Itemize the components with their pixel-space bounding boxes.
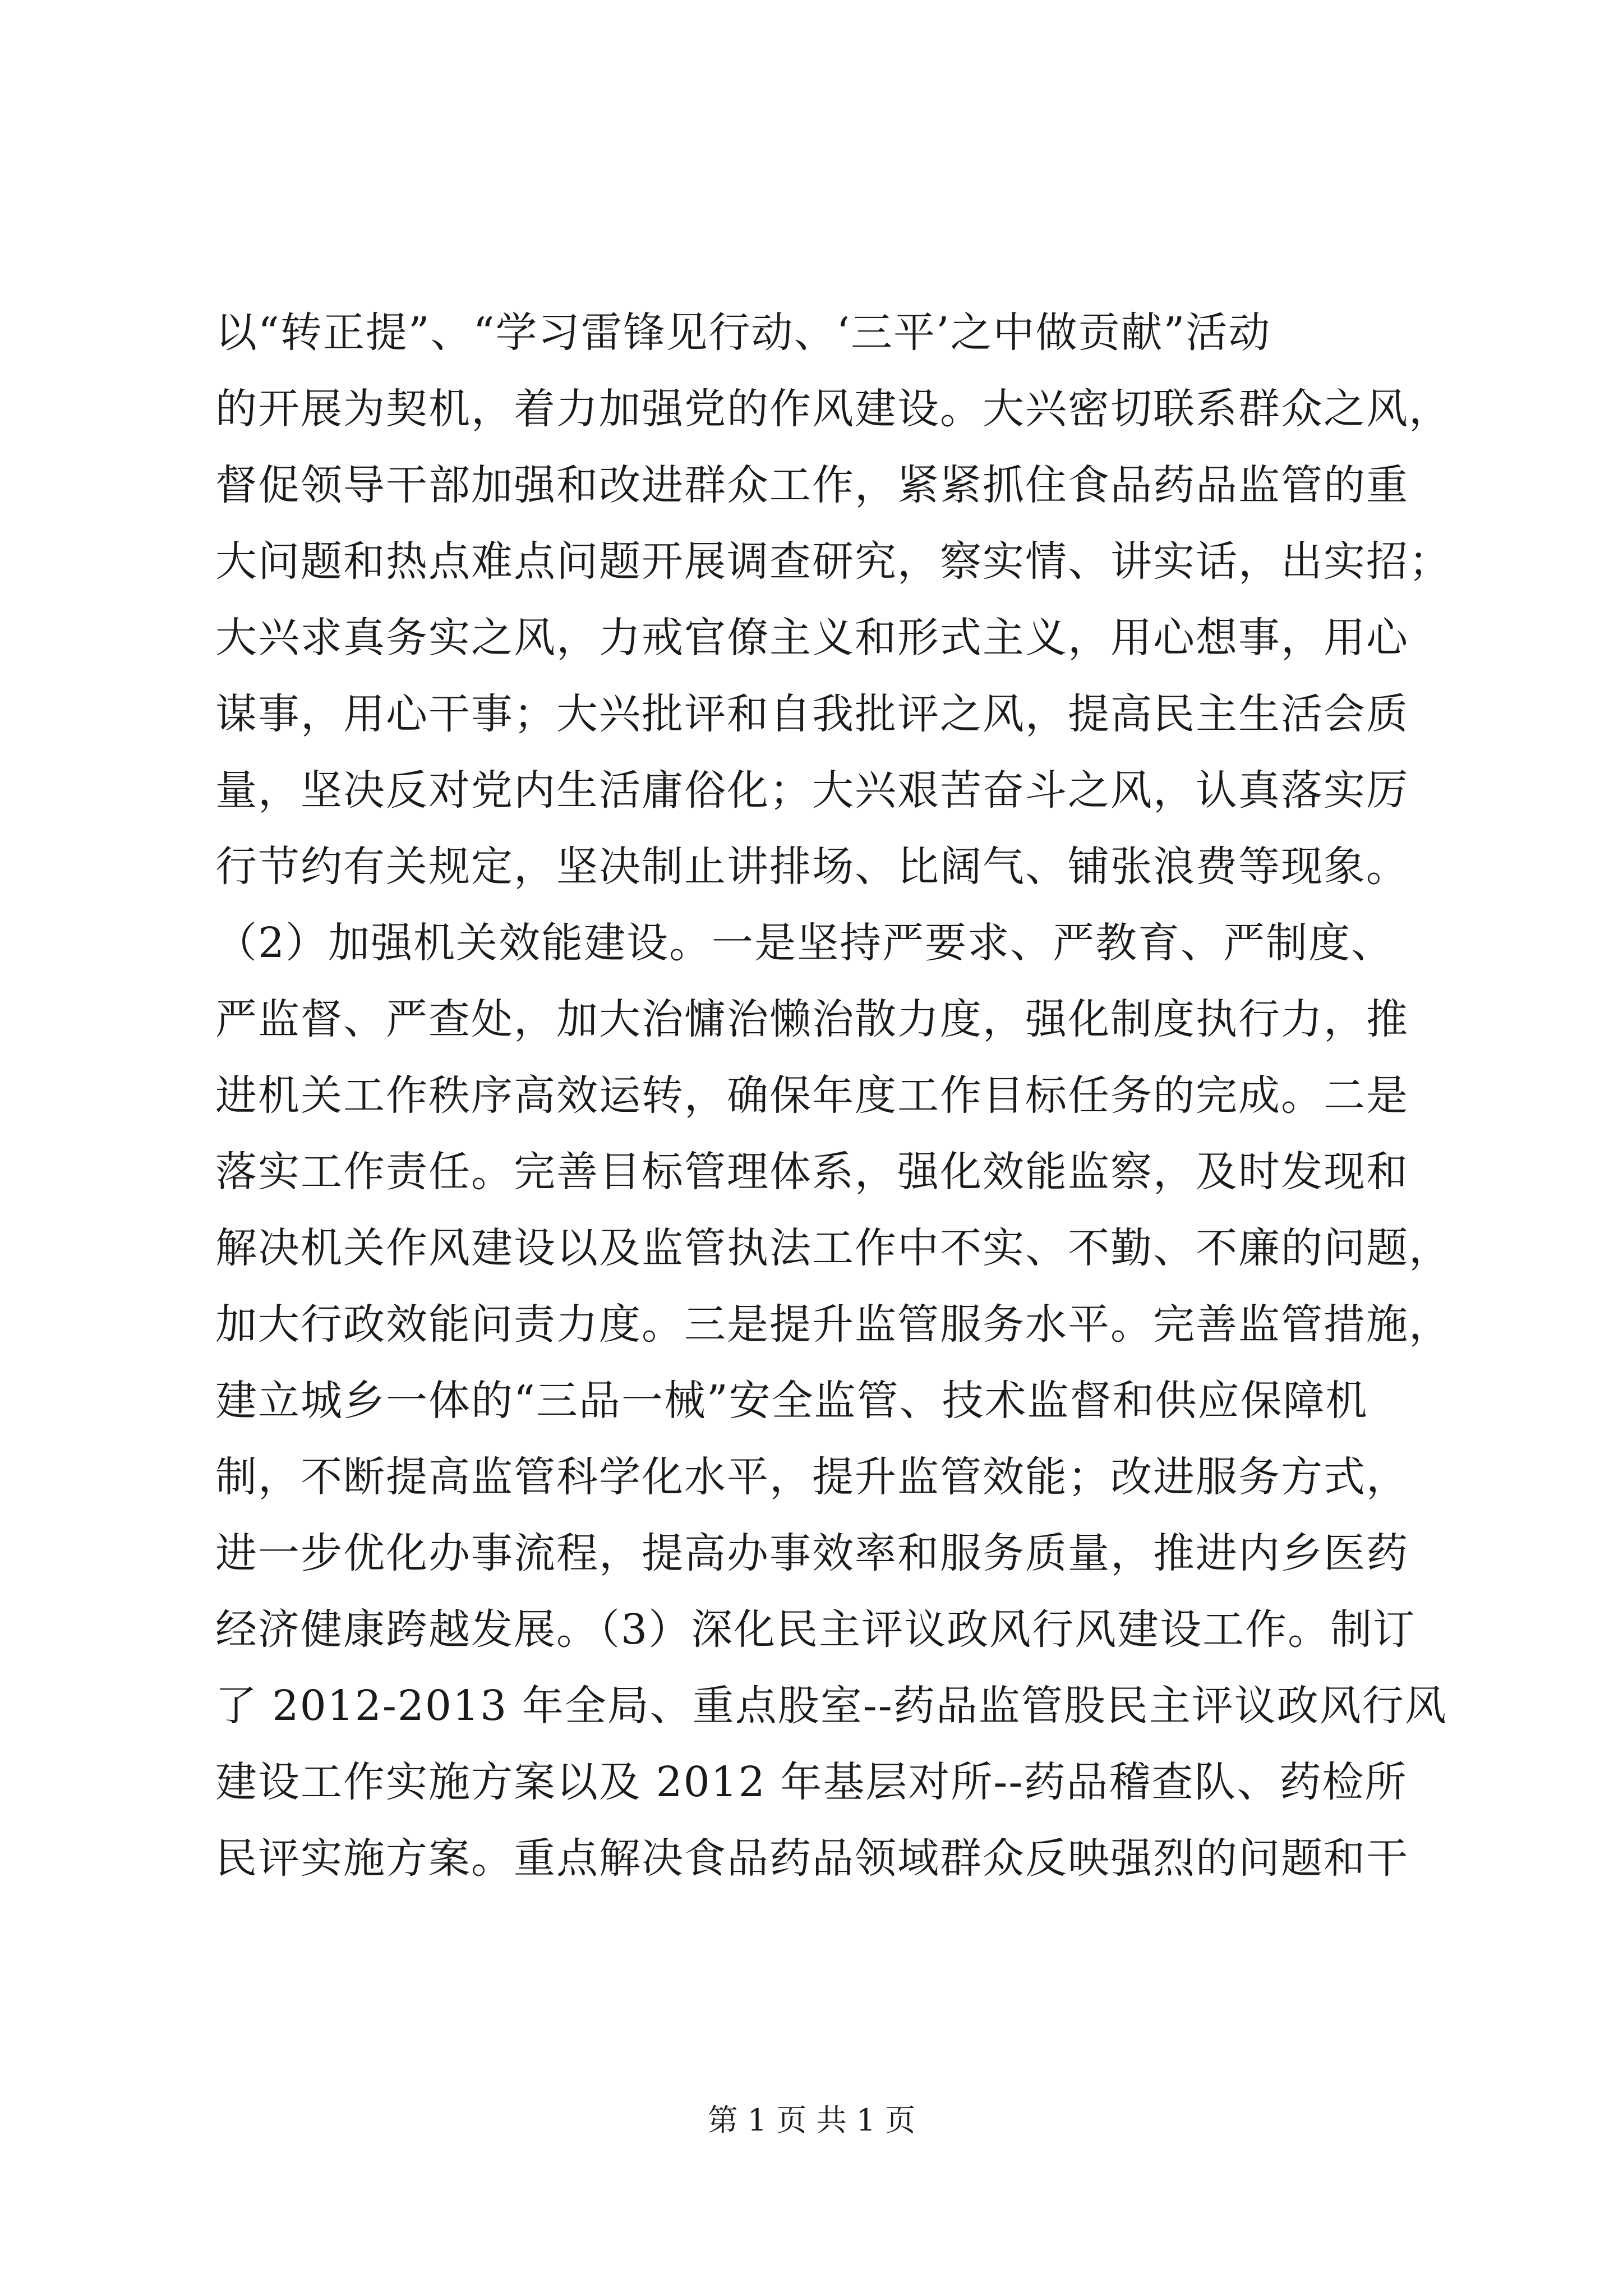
body-text [215, 295, 1451, 1897]
text-line: 解决机关作风建设以及监管执法工作中不实、不勤、不廉的问题， [215, 1224, 1451, 1272]
text-line: 加大行政效能问责力度。三是提升监管服务水平。完善监管措施， [215, 1300, 1451, 1349]
text-line: 建设工作实施方案以及 2012 年基层对所--药品稽查队、药检所 [215, 1758, 1408, 1806]
text-line: 量，坚决反对党内生活庸俗化；大兴艰苦奋斗之风，认真落实厉 [215, 766, 1409, 815]
text-line: 落实工作责任。完善目标管理体系，强化效能监察，及时发现和 [215, 1148, 1409, 1196]
text-line: 了 2012-2013 年全局、重点股室--药品监管股民主评议政风行风 [215, 1682, 1447, 1730]
text-line: 以“转正提”、“学习雷锋见行动、‘三平’之中做贡献”活动 [215, 309, 1271, 357]
text-line: 制，不断提高监管科学化水平，提升监管效能；改进服务方式， [215, 1453, 1409, 1501]
text-line: 督促领导干部加强和改进群众工作，紧紧抓住食品药品监管的重 [215, 461, 1409, 509]
text-line: 民评实施方案。重点解决食品药品领域群众反映强烈的问题和干 [215, 1834, 1409, 1883]
text-line: 进机关工作秩序高效运转，确保年度工作目标任务的完成。二是 [215, 1071, 1409, 1120]
text-line: 建立城乡一体的“三品一械”安全监管、技术监督和供应保障机 [215, 1377, 1368, 1425]
page-number: 第 1 页 共 1 页 [707, 2102, 916, 2138]
text-line: 行节约有关规定，坚决制止讲排场、比阔气、铺张浪费等现象。 [215, 843, 1409, 891]
text-line: 大兴求真务实之风，力戒官僚主义和形式主义，用心想事，用心 [215, 614, 1409, 662]
text-line: （2）加强机关效能建设。一是坚持严要求、严教育、严制度、 [215, 919, 1394, 967]
text-line: 大问题和热点难点问题开展调查研究，察实情、讲实话，出实招； [215, 537, 1451, 586]
text-line: 经济健康跨越发展。（3）深化民主评议政风行风建设工作。制订 [215, 1605, 1416, 1654]
text-line: 谋事，用心干事；大兴批评和自我批评之风，提高民主生活会质 [215, 690, 1409, 738]
text-line: 的开展为契机，着力加强党的作风建设。大兴密切联系群众之风， [215, 385, 1451, 433]
text-line: 进一步优化办事流程，提高办事效率和服务质量，推进内乡医药 [215, 1529, 1409, 1577]
text-line: 严监督、严查处，加大治慵治懒治散力度，强化制度执行力，推 [215, 995, 1409, 1043]
